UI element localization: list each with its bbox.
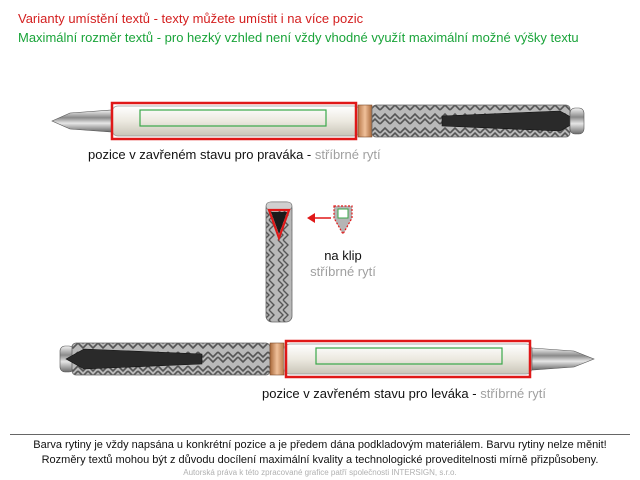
copper-band xyxy=(270,343,284,375)
header-subtitle: Maximální rozměr textů - pro hezký vzhled není vždy vhodné využít maximální možné výšky textu xyxy=(18,30,579,45)
caption-left-handed: pozice v zavřeném stavu pro leváka - stříbrné rytí xyxy=(262,386,546,401)
footer-divider xyxy=(10,434,630,435)
pen-left-handed xyxy=(58,336,598,382)
pen-tip xyxy=(532,348,594,370)
pen-right-handed xyxy=(50,98,590,144)
header-title: Varianty umístění textů - texty můžete umístit i na více pozic xyxy=(18,11,364,26)
arrow-left-icon xyxy=(305,210,333,226)
pen-clip-detail xyxy=(262,200,296,324)
clip-sublabel: stříbrné rytí xyxy=(310,264,376,279)
clip-label: na klip xyxy=(324,248,362,263)
pen-tip xyxy=(52,110,112,132)
copyright-notice: Autorská práva k této zpracované grafice patří společnosti INTERSIGN, s.r.o. xyxy=(183,468,457,477)
footer-note-1: Barva rytiny je vždy napsána u konkrétní pozice a je předem dána podkladovým materiálem. Barvu rytiny nelze měnit! xyxy=(33,439,607,451)
footer-note-2: Rozměry textů mohou být z důvodu docílení maximální kvality a technologické proveditelnosti mírně přizpůsobeny. xyxy=(41,454,599,466)
caption-right-handed: pozice v zavřeném stavu pro praváka - stříbrné rytí xyxy=(88,147,381,162)
clip-shape-icon xyxy=(332,204,354,236)
copper-band xyxy=(358,105,372,137)
